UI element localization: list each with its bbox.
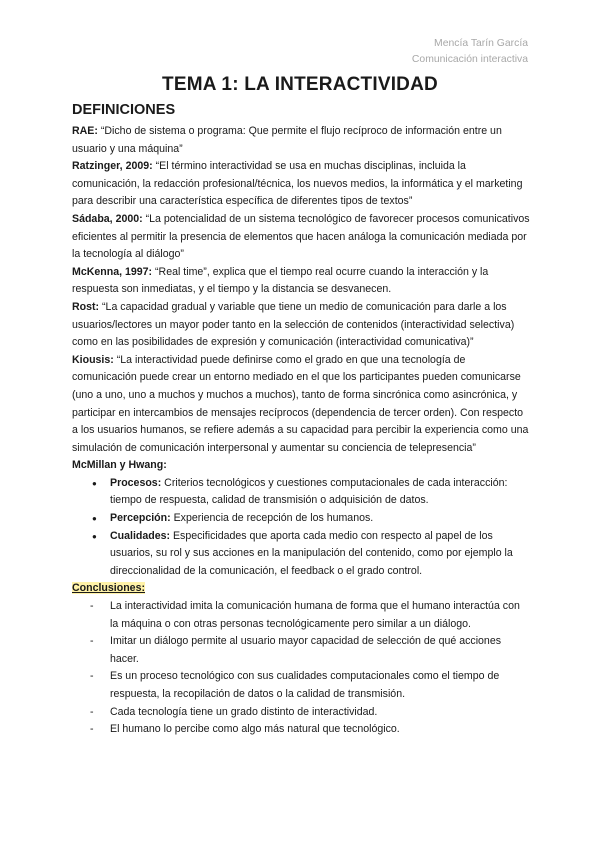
definition-sadaba xyxy=(72,211,530,264)
definition-text: “Dicho de sistema o programa: Que permite el flujo recíproco de información entre un usuario y una máquina” xyxy=(72,125,502,155)
section-heading: DEFINICIONES xyxy=(72,102,176,118)
mcmillan-list xyxy=(72,475,530,581)
page-header xyxy=(412,36,528,68)
definition-ratzinger xyxy=(72,158,530,211)
item-text: Especificidades que aporta cada medio con respecto al papel de los usuarios, su rol y sus acciones en la manipulación del contenido, como por ejemplo la direccionalidad de la comunicación, el feedback o el grado control. xyxy=(110,529,513,577)
list-item xyxy=(110,510,530,528)
item-label: Percepción: xyxy=(110,512,171,525)
header-subject: Comunicación interactiva xyxy=(411,54,528,65)
document-body xyxy=(72,123,530,739)
list-item xyxy=(110,528,530,581)
list-item: - El humano lo percibe como algo más natural que tecnológico. xyxy=(110,721,530,739)
conclusions-heading: Conclusiones: xyxy=(72,582,145,595)
item-text: Criterios tecnológicos y cuestiones computacionales de cada interacción: tiempo de respuesta, calidad de transmisión o adquisición de datos. xyxy=(110,476,508,507)
list-item: - Es un proceso tecnológico con sus cualidades computacionales como el tiempo de respuesta, la recopilación de datos o la calidad de transmisión. xyxy=(110,668,530,703)
list-item: - La interactividad imita la comunicación humana de forma que el humano interactúa con la máquina o con otras personas tecnológicamente pero similar a un diálogo. xyxy=(110,598,530,633)
definition-rae xyxy=(72,123,530,158)
item-text: Experiencia de recepción de los humanos. xyxy=(170,512,374,525)
definition-mckenna xyxy=(72,264,530,299)
conclusions-list xyxy=(72,598,530,739)
definition-text: “La capacidad gradual y variable que tiene un medio de comunicación para darle a los usuarios/lectores un mayor poder tanto en la selección de contenidos (interactividad selectiva) como en las posibilidades de expresión y comunicación (interactividad comunicativa)” xyxy=(72,300,515,349)
list-item xyxy=(110,475,530,510)
definition-text: “La interactividad puede definirse como el grado en que una tecnología de comunicación puede crear un entorno mediado en el que los participantes pueden comunicarse (uno a uno, uno a muchos y muchos a muchos), tanto de forma sincrónica como asincrónica, y participar en intercambios de mensajes recíprocos (dependencia de tercer orden). Con respecto a los usuarios humanos, se refiere además a su capacidad para percibir la experiencia como una simulación de comunicación interpersonal y aumentar su conciencia de telepresencia” xyxy=(72,353,529,454)
page-title: TEMA 1: LA INTERACTIVIDAD xyxy=(162,74,438,95)
definition-label: Rost: xyxy=(72,300,100,313)
definition-label: McKenna, 1997: xyxy=(72,265,153,278)
definition-label: Kiousis: xyxy=(72,353,114,366)
mcmillan-heading: McMillan y Hwang: xyxy=(72,459,167,472)
definition-text: “El término interactividad se usa en muchas disciplinas, incluida la comunicación, la redacción profesional/técnica, los nuevos medios, la informática y el marketing para describir una característica específica de diferentes tipos de textos” xyxy=(72,160,523,208)
definition-text: “La potencialidad de un sistema tecnológico de favorecer procesos comunicativos eficientes al permitir la presencia de elementos que hacen análoga la comunicación mediada por la tecnología al diálogo” xyxy=(72,212,530,261)
header-author: Mencía Tarín García xyxy=(434,38,528,49)
definition-label: Sádaba, 2000: xyxy=(72,212,143,225)
item-label: Procesos: xyxy=(110,476,162,489)
list-item: - Imitar un diálogo permite al usuario mayor capacidad de selección de qué acciones hacer. xyxy=(110,633,530,668)
definition-label: RAE: xyxy=(72,125,98,137)
item-label: Cualidades: xyxy=(110,529,171,542)
definition-kiousis xyxy=(72,352,530,458)
definition-label: Ratzinger, 2009: xyxy=(72,160,153,173)
definition-rost xyxy=(72,299,530,352)
conclusions-heading-row xyxy=(72,580,530,598)
definition-text: “Real time”, explica que el tiempo real ocurre cuando la interacción y la respuesta son inmediatas, y el tiempo y la distancia se desvanecen. xyxy=(72,265,489,296)
list-item: - Cada tecnología tiene un grado distinto de interactividad. xyxy=(110,704,530,722)
